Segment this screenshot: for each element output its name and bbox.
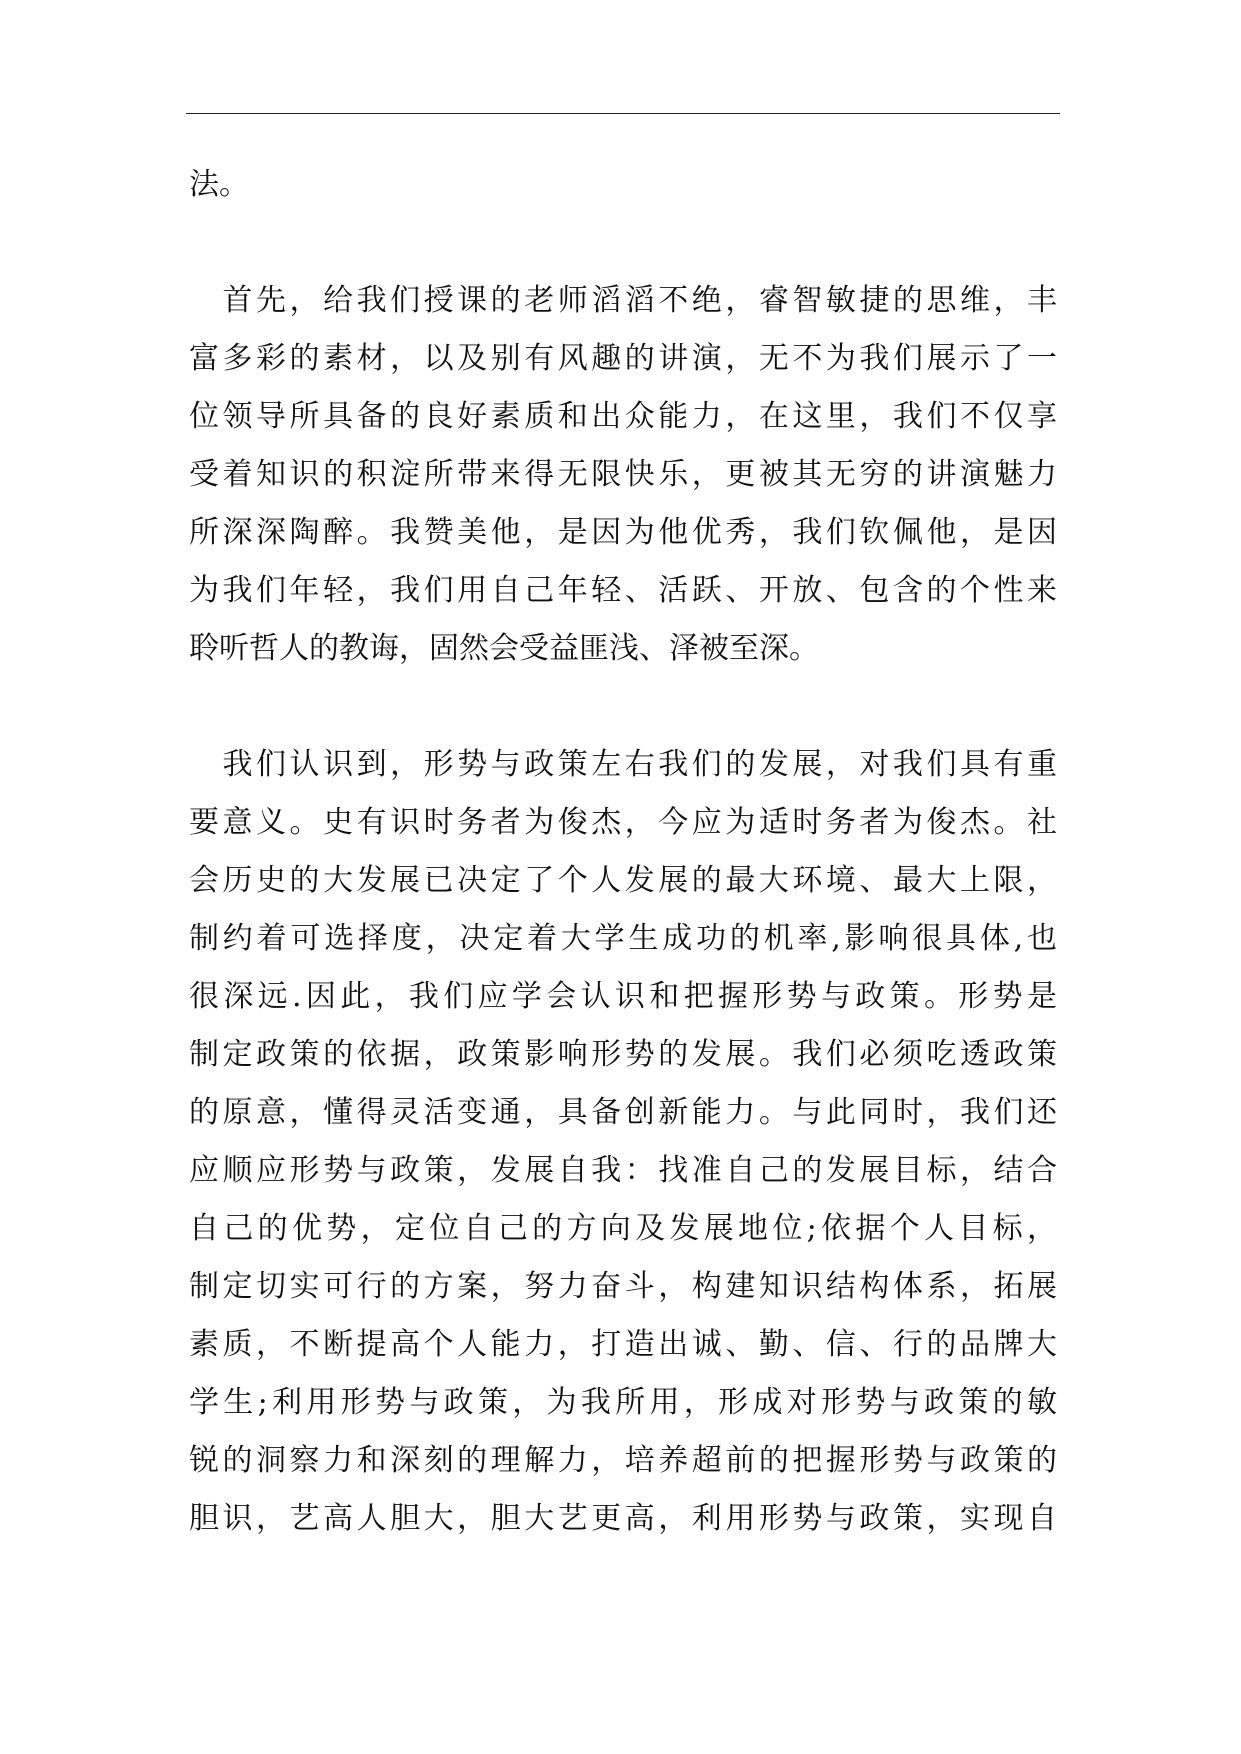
paragraph-2	[189, 272, 1057, 678]
text-line: 锐的洞察力和深刻的理解力，培养超前的把握形势与政策的	[189, 1443, 1057, 1478]
text-line: 素质，不断提高个人能力，打造出诚、勤、信、行的品牌大	[189, 1327, 1057, 1362]
text-line: 制定政策的依据，政策影响形势的发展。我们必须吃透政策	[189, 1037, 1057, 1072]
text-line: 制定切实可行的方案，努力奋斗，构建知识结构体系，拓展	[189, 1269, 1057, 1304]
text-line: 法。	[189, 167, 249, 202]
text-line: 聆听哲人的教诲，固然会受益匪浅、泽被至深。	[189, 631, 819, 666]
text-line: 很深远.因此，我们应学会认识和把握形势与政策。形势是	[189, 979, 1057, 1014]
document-body	[189, 156, 1057, 1548]
text-line: 富多彩的素材，以及别有风趣的讲演，无不为我们展示了一	[189, 341, 1057, 376]
header-rule	[186, 113, 1060, 114]
text-line: 应顺应形势与政策，发展自我：找准自己的发展目标，结合	[189, 1153, 1057, 1188]
text-line: 位领导所具备的良好素质和出众能力，在这里，我们不仅享	[189, 399, 1057, 434]
text-line: 的原意，懂得灵活变通，具备创新能力。与此同时，我们还	[189, 1095, 1057, 1130]
paragraph-1	[189, 156, 1057, 214]
text-line: 我们认识到，形势与政策左右我们的发展，对我们具有重	[189, 747, 1057, 782]
text-line: 会历史的大发展已决定了个人发展的最大环境、最大上限，	[189, 863, 1057, 898]
text-line: 所深深陶醉。我赞美他，是因为他优秀，我们钦佩他，是因	[189, 515, 1057, 550]
text-line: 受着知识的积淀所带来得无限快乐，更被其无穷的讲演魅力	[189, 457, 1057, 492]
paragraph-gap	[189, 214, 1057, 272]
text-line: 制约着可选择度，决定着大学生成功的机率,影响很具体,也	[189, 921, 1057, 956]
text-line: 要意义。史有识时务者为俊杰，今应为适时务者为俊杰。社	[189, 805, 1057, 840]
text-line: 胆识，艺高人胆大，胆大艺更高，利用形势与政策，实现自	[189, 1501, 1057, 1536]
text-line: 自己的优势，定位自己的方向及发展地位;依据个人目标，	[189, 1211, 1057, 1246]
paragraph-3	[189, 736, 1057, 1548]
text-line: 学生;利用形势与政策，为我所用，形成对形势与政策的敏	[189, 1385, 1057, 1420]
text-line: 为我们年轻，我们用自己年轻、活跃、开放、包含的个性来	[189, 573, 1057, 608]
text-line: 首先，给我们授课的老师滔滔不绝，睿智敏捷的思维，丰	[189, 283, 1057, 318]
paragraph-gap	[189, 678, 1057, 736]
